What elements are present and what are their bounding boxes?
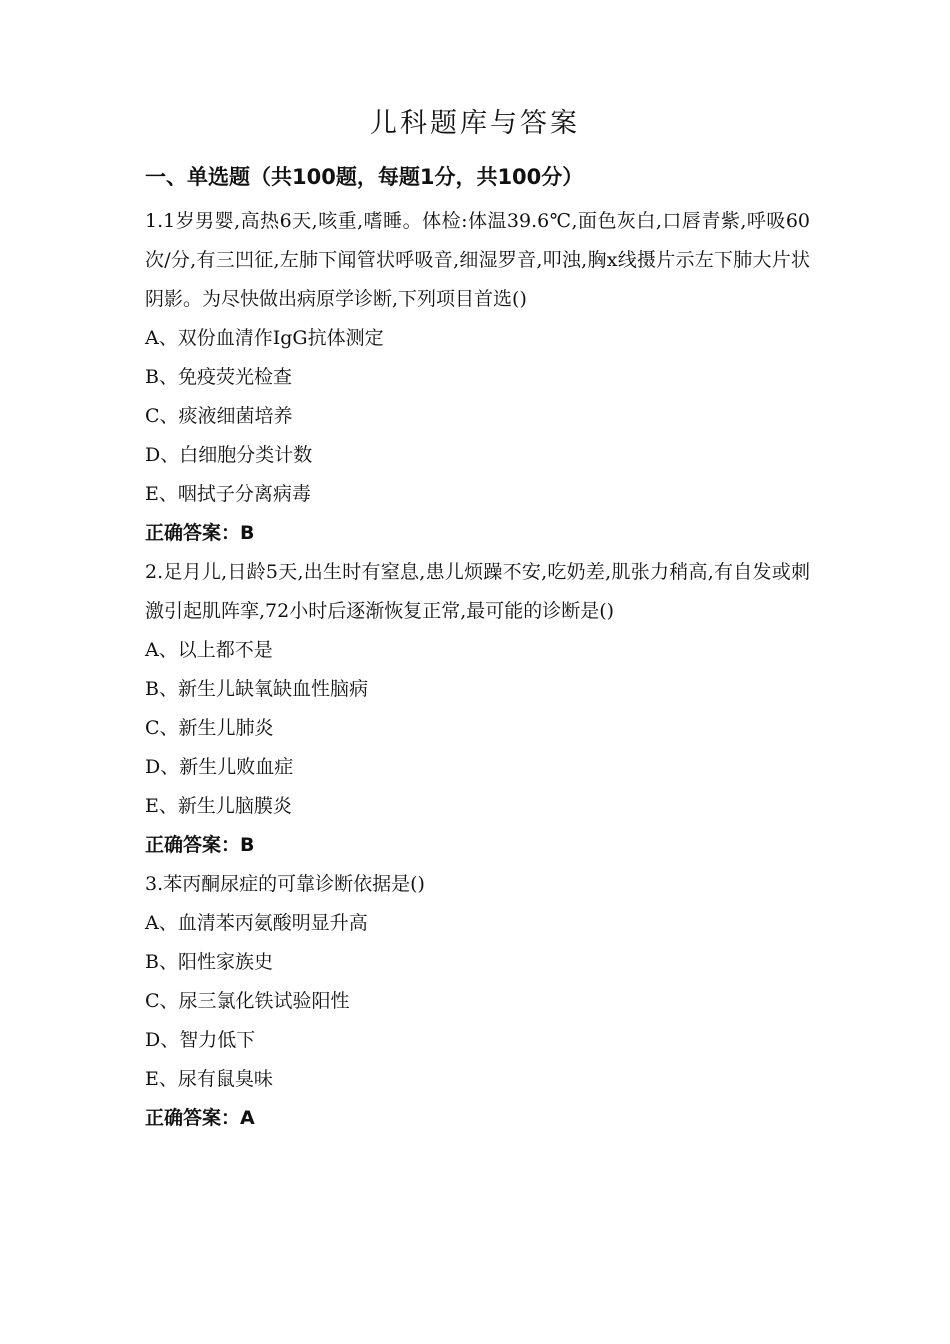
option-c: C、尿三氯化铁试验阳性	[145, 990, 350, 1012]
option-e: E、尿有鼠臭味	[145, 1068, 273, 1090]
option-e: E、新生儿脑膜炎	[145, 795, 292, 817]
question-text: 2.足月儿,日龄5天,出生时有窒息,患儿烦躁不安,吃奶差,肌张力稍高,有自发或刺激引起肌阵挛,72小时后逐渐恢复正常,最可能的诊断是()	[145, 561, 810, 622]
question-block	[145, 553, 810, 865]
option-b: B、阳性家族史	[145, 951, 273, 973]
option-d: D、智力低下	[145, 1029, 256, 1051]
option-d: D、白细胞分类计数	[145, 444, 313, 466]
option-a: A、双份血清作IgG抗体测定	[145, 327, 384, 349]
question-block	[145, 865, 810, 1138]
option-c: C、痰液细菌培养	[145, 405, 293, 427]
answer-line: 正确答案：A	[145, 1107, 255, 1129]
option-d: D、新生儿败血症	[145, 756, 294, 778]
question-list	[145, 202, 810, 1138]
option-e: E、咽拭子分离病毒	[145, 483, 311, 505]
option-b: B、免疫荧光检查	[145, 366, 292, 388]
answer-line: 正确答案：B	[145, 522, 255, 544]
answer-line: 正确答案：B	[145, 834, 255, 856]
option-a: A、以上都不是	[145, 639, 273, 661]
option-c: C、新生儿肺炎	[145, 717, 274, 739]
option-a: A、血清苯丙氨酸明显升高	[145, 912, 368, 934]
section-heading: 一、单选题（共100题，每题1分，共100分）	[145, 165, 584, 189]
option-b: B、新生儿缺氧缺血性脑病	[145, 678, 368, 700]
question-text: 1.1岁男婴,高热6天,咳重,嗜睡。体检:体温39.6℃,面色灰白,口唇青紫,呼吸60次/分,有三凹征,左肺下闻管状呼吸音,细湿罗音,叩浊,胸x线摄片示左下肺大片状阴影。为尽快做出病原学诊断,下列项目首选()	[145, 210, 810, 310]
question-text: 3.苯丙酮尿症的可靠诊断依据是()	[145, 873, 425, 895]
question-block	[145, 202, 810, 553]
document-title: 儿科题库与答案	[370, 108, 580, 139]
